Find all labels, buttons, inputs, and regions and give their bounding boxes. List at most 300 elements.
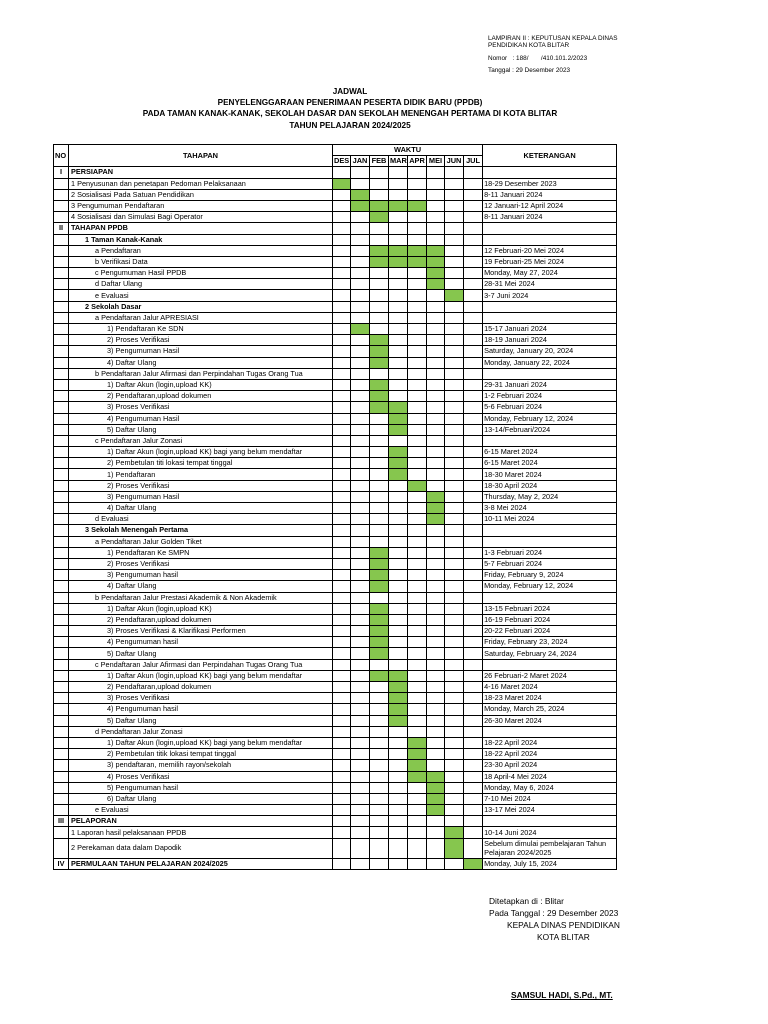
month-cell-mei [427, 581, 445, 592]
month-cell-mar [389, 547, 408, 558]
month-cell-mar [389, 570, 408, 581]
row-tahapan: 5) Daftar Ulang [69, 424, 333, 435]
month-cell-jul [464, 335, 483, 346]
table-row [54, 771, 617, 782]
month-cell-des [333, 771, 351, 782]
month-cell-apr [408, 637, 427, 648]
month-cell-jul [464, 536, 483, 547]
month-cell-des [333, 503, 351, 514]
month-cell-apr [408, 749, 427, 760]
month-cell-jan [351, 737, 370, 748]
month-cell-jun [445, 290, 464, 301]
month-cell-jan [351, 379, 370, 390]
row-tahapan: 1) Pendaftaran Ke SMPN [69, 547, 333, 558]
row-keterangan: 29-31 Januari 2024 [483, 379, 617, 390]
month-cell-mei [427, 290, 445, 301]
signature-office2: KOTA BLITAR [537, 932, 590, 942]
row-keterangan: 10-11 Mei 2024 [483, 514, 617, 525]
table-row [54, 189, 617, 200]
month-cell-jun [445, 749, 464, 760]
month-cell-jan [351, 234, 370, 245]
row-number [54, 827, 69, 838]
row-keterangan: Friday, February 9, 2024 [483, 570, 617, 581]
month-cell-mei [427, 346, 445, 357]
row-tahapan: 1) Daftar Akun (login,upload KK) [69, 379, 333, 390]
row-tahapan: 4) Pengumuman hasil [69, 637, 333, 648]
month-cell-jul [464, 670, 483, 681]
row-number [54, 648, 69, 659]
month-cell-jan [351, 558, 370, 569]
row-tahapan: 1 Penyusunan dan penetapan Pedoman Pelaksanaan [69, 178, 333, 189]
table-row [54, 223, 617, 234]
month-cell-feb [370, 771, 389, 782]
month-cell-feb [370, 435, 389, 446]
month-cell-mei [427, 525, 445, 536]
month-cell-jan [351, 659, 370, 670]
month-cell-des [333, 737, 351, 748]
month-feb: FEB [370, 156, 389, 167]
row-tahapan: 2 Sekolah Dasar [69, 301, 333, 312]
row-keterangan: Friday, February 23, 2024 [483, 637, 617, 648]
month-cell-feb [370, 805, 389, 816]
row-keterangan [483, 816, 617, 827]
row-keterangan: Monday, February 12, 2024 [483, 581, 617, 592]
month-cell-jul [464, 793, 483, 804]
month-cell-mei [427, 547, 445, 558]
row-keterangan: 18-22 April 2024 [483, 737, 617, 748]
month-cell-jun [445, 189, 464, 200]
table-row [54, 614, 617, 625]
month-cell-feb [370, 525, 389, 536]
month-cell-jun [445, 558, 464, 569]
month-cell-mar [389, 525, 408, 536]
month-cell-mar [389, 189, 408, 200]
month-cell-des [333, 581, 351, 592]
month-cell-mar [389, 357, 408, 368]
row-number [54, 301, 69, 312]
row-tahapan: 3) Proses Verifikasi & Klarifikasi Performen [69, 626, 333, 637]
table-row [54, 670, 617, 681]
month-cell-apr [408, 816, 427, 827]
signature-name: SAMSUL HADI, S.Pd., MT. [511, 990, 613, 1000]
table-row [54, 558, 617, 569]
month-cell-jan [351, 200, 370, 211]
month-cell-feb [370, 858, 389, 869]
row-number [54, 570, 69, 581]
month-cell-mar [389, 279, 408, 290]
month-cell-jul [464, 581, 483, 592]
row-keterangan: 1-2 Februari 2024 [483, 391, 617, 402]
month-cell-apr [408, 480, 427, 491]
month-cell-feb [370, 480, 389, 491]
row-keterangan [483, 167, 617, 178]
table-row [54, 637, 617, 648]
month-cell-jul [464, 212, 483, 223]
row-number [54, 447, 69, 458]
month-cell-jan [351, 469, 370, 480]
month-cell-jul [464, 245, 483, 256]
table-row [54, 659, 617, 670]
row-number [54, 212, 69, 223]
month-cell-mar [389, 503, 408, 514]
month-cell-mar [389, 391, 408, 402]
month-cell-mei [427, 558, 445, 569]
month-cell-mei [427, 760, 445, 771]
month-cell-feb [370, 391, 389, 402]
month-cell-jun [445, 469, 464, 480]
row-keterangan [483, 536, 617, 547]
month-cell-feb [370, 200, 389, 211]
row-tahapan: 1) Daftar Akun (login,upload KK) bagi yang belum mendaftar [69, 670, 333, 681]
month-cell-mar [389, 670, 408, 681]
month-cell-jul [464, 424, 483, 435]
table-row [54, 726, 617, 737]
month-cell-apr [408, 760, 427, 771]
month-cell-mei [427, 435, 445, 446]
title-line3: PADA TAMAN KANAK-KANAK, SEKOLAH DASAR DAN SEKOLAH MENENGAH PERTAMA DI KOTA BLITAR [142, 109, 558, 118]
month-cell-jun [445, 737, 464, 748]
month-cell-des [333, 200, 351, 211]
month-cell-jun [445, 726, 464, 737]
lampiran-tanggal: Tanggal : 29 Desember 2023 [488, 67, 571, 74]
month-cell-mei [427, 245, 445, 256]
month-cell-feb [370, 570, 389, 581]
month-cell-mei [427, 693, 445, 704]
month-cell-jan [351, 570, 370, 581]
row-keterangan: 26 Februari-2 Maret 2024 [483, 670, 617, 681]
month-cell-apr [408, 858, 427, 869]
month-cell-apr [408, 715, 427, 726]
month-cell-jan [351, 357, 370, 368]
row-keterangan: Saturday, January 20, 2024 [483, 346, 617, 357]
row-keterangan: 13-14/Februari/2024 [483, 424, 617, 435]
month-cell-jun [445, 771, 464, 782]
month-cell-mar [389, 637, 408, 648]
table-row [54, 693, 617, 704]
row-number [54, 335, 69, 346]
month-cell-feb [370, 715, 389, 726]
month-mar: MAR [390, 156, 407, 166]
month-cell-jul [464, 637, 483, 648]
signature-date: Pada Tanggal : 29 Desember 2023 [489, 908, 619, 918]
schedule-body [54, 167, 617, 869]
month-cell-feb [370, 592, 389, 603]
month-cell-jun [445, 279, 464, 290]
month-cell-mar [389, 379, 408, 390]
month-cell-jul [464, 357, 483, 368]
row-keterangan: 1-3 Februari 2024 [483, 547, 617, 558]
month-cell-des [333, 357, 351, 368]
month-cell-jun [445, 547, 464, 558]
row-keterangan [483, 223, 617, 234]
month-cell-mar [389, 715, 408, 726]
month-cell-apr [408, 570, 427, 581]
row-keterangan [483, 301, 617, 312]
row-keterangan: 18-19 Januari 2024 [483, 335, 617, 346]
row-number [54, 603, 69, 614]
month-cell-feb [370, 581, 389, 592]
row-number [54, 536, 69, 547]
month-cell-jul [464, 827, 483, 838]
month-cell-des [333, 626, 351, 637]
month-cell-feb [370, 223, 389, 234]
month-cell-feb [370, 290, 389, 301]
month-cell-feb [370, 189, 389, 200]
table-row [54, 715, 617, 726]
row-number [54, 805, 69, 816]
row-tahapan: PERMULAAN TAHUN PELAJARAN 2024/2025 [69, 858, 333, 869]
row-number [54, 357, 69, 368]
month-cell-jan [351, 693, 370, 704]
row-keterangan: 12 Januari-12 April 2024 [483, 200, 617, 211]
row-keterangan: Monday, March 25, 2024 [483, 704, 617, 715]
month-cell-des [333, 335, 351, 346]
month-cell-jul [464, 189, 483, 200]
month-cell-jan [351, 603, 370, 614]
month-cell-jan [351, 771, 370, 782]
month-cell-jan [351, 402, 370, 413]
month-cell-jun [445, 704, 464, 715]
row-number [54, 771, 69, 782]
month-cell-apr [408, 189, 427, 200]
month-cell-feb [370, 379, 389, 390]
month-cell-mei [427, 704, 445, 715]
month-cell-jan [351, 648, 370, 659]
month-cell-jan [351, 245, 370, 256]
month-cell-jul [464, 379, 483, 390]
row-tahapan: 2 Perekaman data dalam Dapodik [69, 838, 333, 858]
month-cell-mei [427, 793, 445, 804]
month-cell-feb [370, 536, 389, 547]
row-tahapan: 4) Pengumuman Hasil [69, 413, 333, 424]
row-number [54, 435, 69, 446]
table-row [54, 491, 617, 502]
month-cell-jul [464, 200, 483, 211]
month-cell-jan [351, 637, 370, 648]
row-tahapan: d Daftar Ulang [69, 279, 333, 290]
row-number [54, 424, 69, 435]
month-cell-feb [370, 256, 389, 267]
month-cell-mei [427, 200, 445, 211]
month-cell-apr [408, 435, 427, 446]
month-cell-jun [445, 447, 464, 458]
title-line1: JADWAL [332, 87, 368, 96]
month-cell-mei [427, 592, 445, 603]
month-cell-jun [445, 827, 464, 838]
month-cell-jan [351, 805, 370, 816]
month-cell-apr [408, 491, 427, 502]
month-cell-jul [464, 234, 483, 245]
month-cell-mar [389, 838, 408, 858]
month-cell-jan [351, 391, 370, 402]
row-number [54, 782, 69, 793]
month-cell-des [333, 212, 351, 223]
month-cell-jun [445, 402, 464, 413]
month-cell-mei [427, 816, 445, 827]
row-tahapan: b Verifikasi Data [69, 256, 333, 267]
month-cell-jul [464, 838, 483, 858]
table-row [54, 536, 617, 547]
month-cell-jun [445, 570, 464, 581]
month-cell-jun [445, 637, 464, 648]
month-cell-jun [445, 413, 464, 424]
row-number [54, 469, 69, 480]
month-cell-mar [389, 178, 408, 189]
month-cell-jul [464, 223, 483, 234]
month-cell-apr [408, 212, 427, 223]
row-number [54, 279, 69, 290]
month-cell-des [333, 749, 351, 760]
month-cell-jun [445, 838, 464, 858]
month-cell-jan [351, 212, 370, 223]
month-cell-jan [351, 726, 370, 737]
row-number [54, 637, 69, 648]
month-cell-mei [427, 413, 445, 424]
month-cell-mar [389, 603, 408, 614]
month-cell-des [333, 324, 351, 335]
month-cell-des [333, 223, 351, 234]
month-cell-jan [351, 704, 370, 715]
month-cell-jul [464, 626, 483, 637]
month-cell-mar [389, 212, 408, 223]
table-row [54, 816, 617, 827]
row-tahapan: 3) Proses Verifikasi [69, 693, 333, 704]
month-cell-apr [408, 525, 427, 536]
month-cell-mei [427, 212, 445, 223]
month-cell-mar [389, 167, 408, 178]
month-cell-jul [464, 760, 483, 771]
row-number [54, 737, 69, 748]
table-row [54, 626, 617, 637]
row-tahapan: b Pendaftaran Jalur Afirmasi dan Perpindahan Tugas Orang Tua [69, 368, 333, 379]
month-cell-mei [427, 469, 445, 480]
month-cell-apr [408, 737, 427, 748]
month-cell-mar [389, 760, 408, 771]
row-tahapan: 2 Sosialisasi Pada Satuan Pendidikan [69, 189, 333, 200]
month-cell-jun [445, 581, 464, 592]
row-number [54, 268, 69, 279]
month-cell-des [333, 234, 351, 245]
month-cell-jul [464, 178, 483, 189]
month-cell-apr [408, 324, 427, 335]
month-cell-mei [427, 424, 445, 435]
month-cell-jun [445, 424, 464, 435]
table-row [54, 480, 617, 491]
table-row [54, 290, 617, 301]
month-cell-jun [445, 536, 464, 547]
month-cell-mar [389, 480, 408, 491]
month-cell-jul [464, 816, 483, 827]
month-cell-mar [389, 335, 408, 346]
month-cell-des [333, 603, 351, 614]
month-cell-des [333, 268, 351, 279]
row-tahapan: b Pendaftaran Jalur Prestasi Akademik & Non Akademik [69, 592, 333, 603]
row-keterangan: 18 April-4 Mei 2024 [483, 771, 617, 782]
month-cell-jan [351, 782, 370, 793]
month-cell-des [333, 704, 351, 715]
month-cell-mar [389, 424, 408, 435]
month-apr: APR [409, 156, 425, 166]
table-row [54, 793, 617, 804]
month-cell-jul [464, 279, 483, 290]
table-row [54, 234, 617, 245]
month-cell-jun [445, 312, 464, 323]
row-tahapan: 2) Pembetulan titi lokasi tempat tinggal [69, 458, 333, 469]
month-cell-mei [427, 536, 445, 547]
month-cell-jun [445, 858, 464, 869]
month-cell-feb [370, 413, 389, 424]
table-row [54, 167, 617, 178]
header-no: NO [54, 145, 69, 167]
month-cell-jul [464, 715, 483, 726]
month-cell-feb [370, 469, 389, 480]
month-cell-feb [370, 547, 389, 558]
row-keterangan: 26-30 Maret 2024 [483, 715, 617, 726]
month-cell-jul [464, 312, 483, 323]
row-keterangan: 19 Februari-25 Mei 2024 [483, 256, 617, 267]
month-cell-mar [389, 558, 408, 569]
month-cell-jul [464, 737, 483, 748]
month-cell-des [333, 525, 351, 536]
month-cell-mar [389, 223, 408, 234]
row-tahapan: TAHAPAN PPDB [69, 223, 333, 234]
month-cell-des [333, 547, 351, 558]
header-keterangan: KETERANGAN [483, 145, 617, 167]
month-cell-jul [464, 268, 483, 279]
table-row [54, 603, 617, 614]
month-cell-feb [370, 793, 389, 804]
month-cell-jun [445, 212, 464, 223]
row-tahapan: 1 Laporan hasil pelaksanaan PPDB [69, 827, 333, 838]
month-cell-mei [427, 827, 445, 838]
month-cell-mar [389, 682, 408, 693]
month-cell-mei [427, 335, 445, 346]
month-cell-jul [464, 402, 483, 413]
row-number [54, 614, 69, 625]
row-number [54, 558, 69, 569]
month-cell-mar [389, 782, 408, 793]
month-cell-jan [351, 838, 370, 858]
month-cell-jul [464, 771, 483, 782]
row-number [54, 693, 69, 704]
month-cell-jun [445, 715, 464, 726]
month-cell-apr [408, 704, 427, 715]
month-cell-mei [427, 782, 445, 793]
month-cell-jun [445, 346, 464, 357]
month-cell-feb [370, 424, 389, 435]
month-cell-feb [370, 346, 389, 357]
row-keterangan: Sebelum dimulai pembelajaran Tahun Pelajaran 2024/2025 [483, 838, 617, 858]
month-cell-feb [370, 178, 389, 189]
signature-place: Ditetapkan di : Blitar [489, 896, 564, 906]
month-cell-jan [351, 749, 370, 760]
row-tahapan: c Pendaftaran Jalur Zonasi [69, 435, 333, 446]
table-row [54, 268, 617, 279]
row-keterangan: 3-8 Mei 2024 [483, 503, 617, 514]
row-tahapan: a Pendaftaran Jalur APRESIASI [69, 312, 333, 323]
month-cell-apr [408, 335, 427, 346]
table-row [54, 592, 617, 603]
month-cell-jan [351, 279, 370, 290]
month-cell-des [333, 346, 351, 357]
month-cell-jun [445, 458, 464, 469]
month-cell-des [333, 659, 351, 670]
row-keterangan: 28-31 Mei 2024 [483, 279, 617, 290]
month-cell-jul [464, 749, 483, 760]
month-cell-des [333, 413, 351, 424]
row-tahapan: 2) Proses Verifikasi [69, 480, 333, 491]
month-cell-jun [445, 301, 464, 312]
